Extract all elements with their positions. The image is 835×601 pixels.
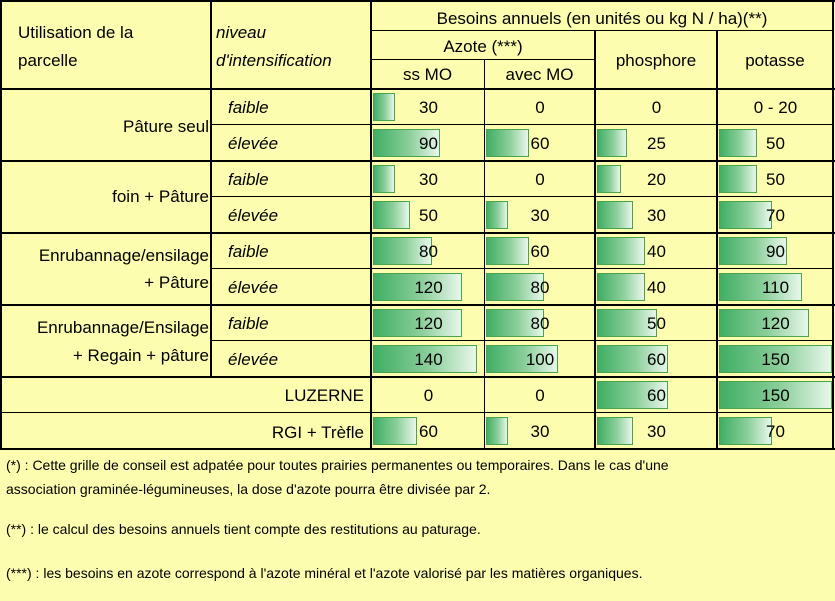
- niveau-cell: faible: [228, 170, 269, 189]
- grid-line: [210, 0, 212, 377]
- header-niveau-line2: d'intensification: [216, 51, 332, 70]
- grid-line: [212, 124, 833, 125]
- grid-line: [0, 304, 835, 306]
- special-label-luzerne: LUZERNE: [284, 386, 364, 405]
- value-cell-ss-mo: 80: [419, 242, 438, 261]
- value-cell-phosphore: 0: [651, 98, 662, 117]
- note-1-line1: (*) : Cette grille de conseil est adpatée pour toutes prairies permanentes ou temporaires. Dans le cas d'une: [6, 457, 669, 473]
- grid-line: [371, 59, 595, 60]
- group-label-foin-pature: foin + Pâture: [112, 187, 209, 206]
- niveau-cell: faible: [228, 98, 269, 117]
- value-cell-phosphore: 60: [647, 350, 666, 369]
- value-cell-potasse: 120: [761, 314, 790, 333]
- value-cell-potasse: 110: [761, 278, 790, 297]
- value-cell-ss-mo: 140: [414, 350, 443, 369]
- note-2: (**) : le calcul des besoins annuels tient compte des restitutions au paturage.: [6, 521, 481, 537]
- value-cell-potasse: 70: [766, 206, 785, 225]
- value-cell-ss-mo: 0: [423, 386, 434, 405]
- grid-line: [0, 0, 2, 449]
- niveau-cell: élevée: [228, 278, 279, 297]
- grid-line: [0, 448, 835, 450]
- value-cell-ss-mo: 50: [419, 206, 438, 225]
- group-label-enrubannage-1-line2: + Pâture: [144, 273, 209, 292]
- value-cell-ss-mo: 30: [419, 98, 438, 117]
- value-cell-potasse: 0 - 20: [753, 98, 798, 117]
- niveau-cell: élevée: [228, 350, 279, 369]
- value-cell-phosphore: 50: [647, 314, 666, 333]
- grid-line: [212, 268, 833, 269]
- header-utilisation-line1: Utilisation de la: [18, 23, 134, 42]
- value-cell-avec-mo: 60: [530, 134, 550, 153]
- value-cell-avec-mo: 80: [530, 278, 550, 297]
- value-cell-phosphore: 30: [647, 422, 666, 441]
- value-cell-avec-mo: 60: [530, 242, 550, 261]
- header-utilisation-line2: parcelle: [18, 51, 78, 70]
- grid-line: [716, 30, 718, 449]
- value-cell-avec-mo: 0: [535, 98, 545, 117]
- value-cell-avec-mo: 80: [530, 314, 550, 333]
- value-cell-ss-mo: 60: [419, 422, 438, 441]
- value-cell-phosphore: 40: [647, 278, 666, 297]
- grid-line: [0, 160, 835, 162]
- value-cell-potasse: 150: [761, 350, 790, 369]
- grid-line: [371, 30, 833, 31]
- note-1-line2: association graminée-légumineuses, la dose d'azote pourra être divisée par 2.: [6, 481, 491, 497]
- niveau-cell: faible: [228, 314, 269, 333]
- grid-line: [0, 232, 835, 234]
- value-cell-avec-mo: 30: [530, 422, 550, 441]
- header-niveau-line1: niveau: [216, 23, 267, 42]
- header-besoins: Besoins annuels (en unités ou kg N / ha)(**): [436, 9, 768, 28]
- grid-line: [0, 0, 835, 2]
- value-cell-avec-mo: 100: [525, 350, 555, 369]
- grid-line: [832, 0, 834, 449]
- header-potasse: potasse: [745, 51, 805, 70]
- value-cell-phosphore: 60: [647, 386, 666, 405]
- grid-line: [0, 88, 835, 90]
- grid-line: [370, 0, 372, 449]
- niveau-cell: faible: [228, 242, 269, 261]
- value-cell-phosphore: 40: [647, 242, 666, 261]
- grid-line: [0, 376, 835, 378]
- value-cell-potasse: 150: [761, 386, 790, 405]
- header-ss-mo: ss MO: [402, 65, 453, 84]
- value-cell-potasse: 90: [766, 242, 785, 261]
- niveau-cell: élevée: [228, 206, 279, 225]
- value-cell-avec-mo: 0: [535, 170, 545, 189]
- value-cell-avec-mo: 0: [535, 386, 545, 405]
- value-cell-potasse: 70: [766, 422, 785, 441]
- value-cell-ss-mo: 120: [414, 278, 443, 297]
- group-label-enrubannage-2-line2: + Regain + pâture: [72, 346, 209, 365]
- value-cell-phosphore: 30: [647, 206, 666, 225]
- grid-line: [212, 196, 833, 197]
- group-label-enrubannage-2-line1: Enrubannage/Ensilage: [36, 318, 209, 337]
- header-avec-mo: avec MO: [505, 65, 574, 84]
- header-phosphore: phosphore: [615, 51, 697, 70]
- special-label-rgi-trefle: RGI + Trèfle: [271, 423, 364, 442]
- group-label-pature-seul: Pâture seul: [123, 117, 209, 136]
- niveau-cell: élevée: [228, 134, 279, 153]
- grid-line: [594, 30, 596, 449]
- value-cell-ss-mo: 30: [419, 170, 438, 189]
- group-label-enrubannage-1-line1: Enrubannage/ensilage: [38, 246, 209, 265]
- grid-line: [212, 340, 833, 341]
- value-cell-ss-mo: 90: [419, 134, 438, 153]
- value-cell-potasse: 50: [766, 170, 785, 189]
- value-cell-ss-mo: 120: [414, 314, 443, 333]
- grid-line: [484, 59, 485, 449]
- value-cell-potasse: 50: [766, 134, 785, 153]
- grid-line: [0, 412, 833, 413]
- value-cell-phosphore: 20: [647, 170, 666, 189]
- value-cell-avec-mo: 30: [530, 206, 550, 225]
- note-3: (***) : les besoins en azote correspond à l'azote minéral et l'azote valorisé par les matières organiques.: [6, 565, 643, 581]
- value-cell-phosphore: 25: [647, 134, 666, 153]
- header-azote: Azote (***): [443, 37, 523, 56]
